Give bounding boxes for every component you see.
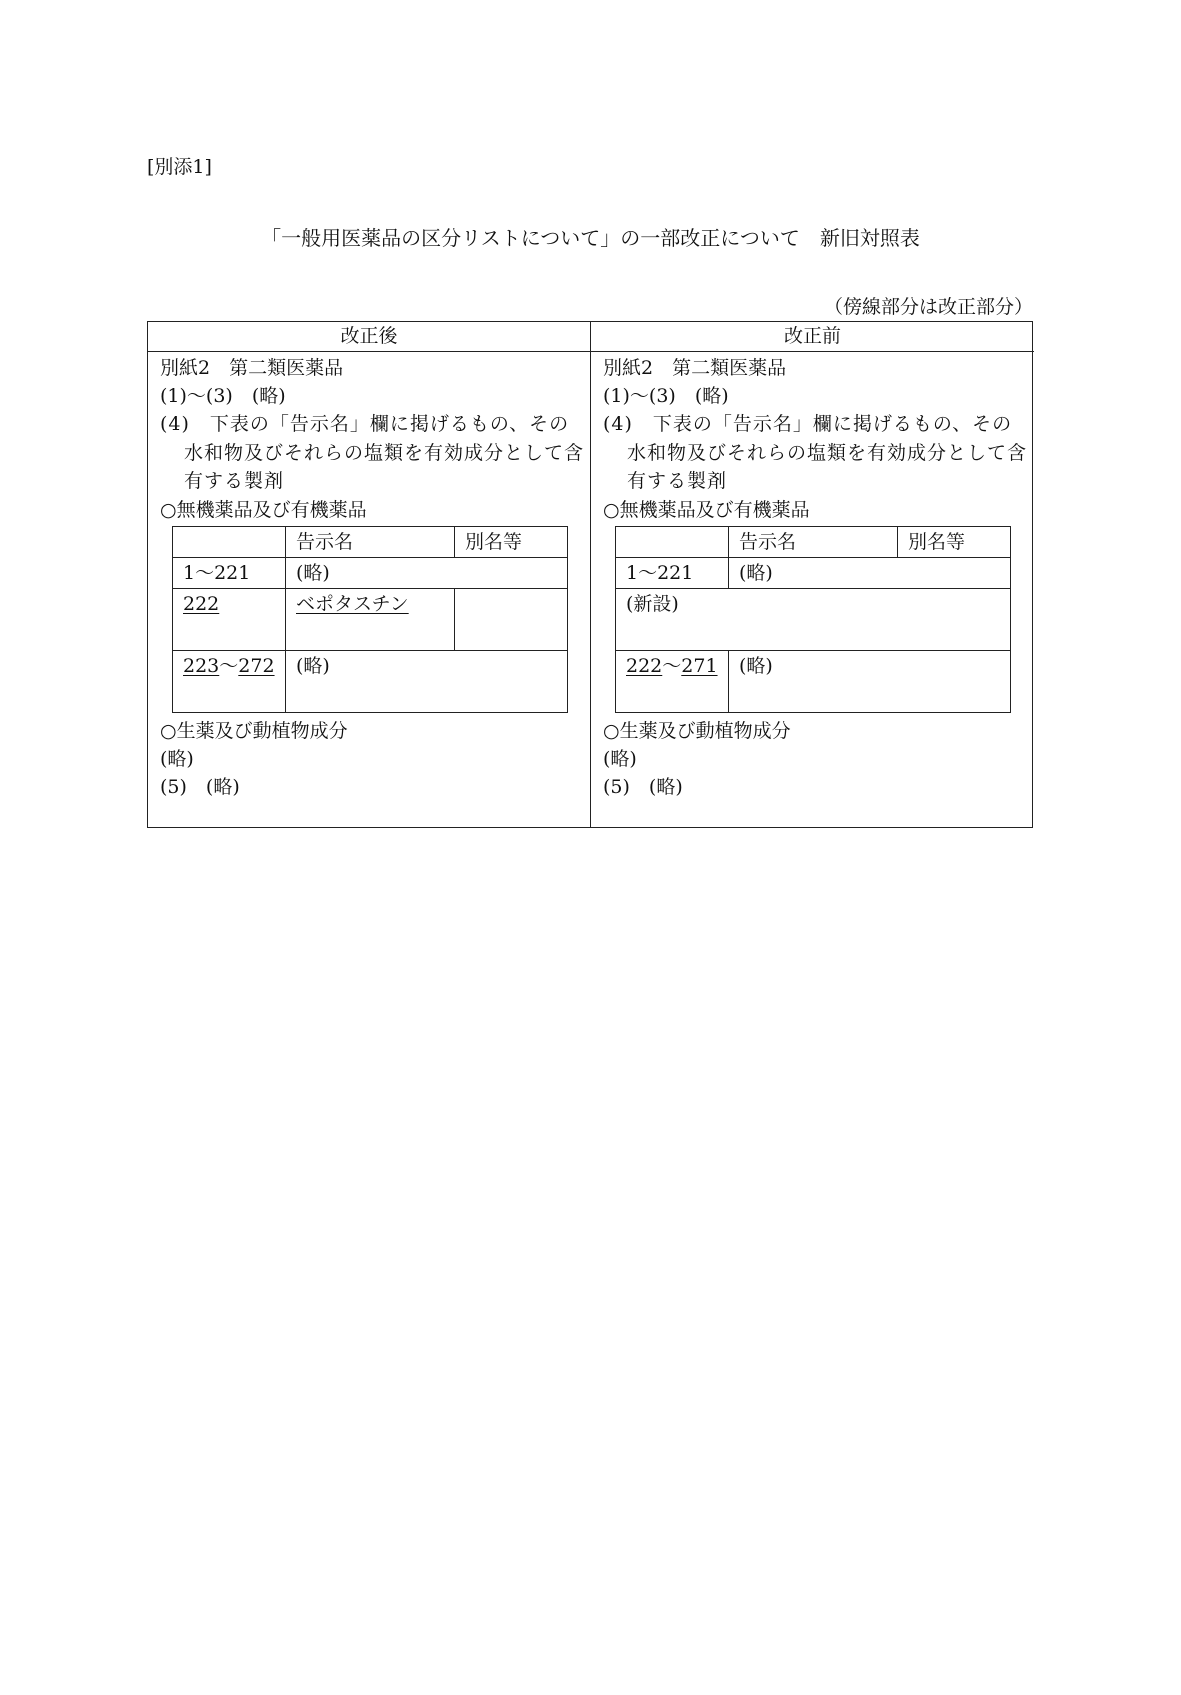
table-row [173,650,568,712]
row-number [173,588,286,650]
column-before [591,322,1034,827]
section-inorganic-organic: ○無機薬品及び有機薬品 [160,498,367,521]
table-row [616,588,1011,650]
row-number: 1〜221 [173,557,286,588]
header-cell-notice-name: 告示名 [286,526,455,557]
header-cell-number [616,526,729,557]
range-separator: 〜 [219,654,239,677]
omitted-text: (略) [603,747,637,770]
column-before-header: 改正前 [591,322,1034,352]
table-row [616,650,1011,712]
header-cell-alias: 別名等 [898,526,1011,557]
row-alias [455,588,568,650]
row-text: (略) [729,557,1011,588]
header-cell-notice-name: 告示名 [729,526,898,557]
underlined-number: 222 [626,654,663,677]
item-1-3-line: (1)〜(3) (略) [603,385,729,407]
underlined-number: 223 [183,654,220,677]
item-5-line: (5) (略) [603,775,683,798]
item-4-paragraph: (4) 下表の「告示名」欄に掲げるもの、その水和物及びそれらの塩類を有効成分として含有する製剤 [160,413,585,492]
appendix-line: 別紙2 第二類医薬品 [603,357,787,379]
item-5-line: (5) (略) [160,775,240,798]
row-notice-name [286,588,455,650]
underlined-name: ベポタスチン [296,592,409,615]
item-1-3-line: (1)〜(3) (略) [160,385,286,407]
row-text: (略) [729,650,1011,712]
column-after [148,322,591,827]
underlined-number: 272 [238,654,275,677]
omitted-text: (略) [160,747,194,770]
row-number-range [173,650,286,712]
table-row [173,588,568,650]
drug-table-before [615,526,1011,713]
row-number-range [616,650,729,712]
comparison-table [147,321,1033,828]
section-crude-drugs: ○生薬及び動植物成分 [603,719,791,742]
header-cell-number [173,526,286,557]
item-4-paragraph: (4) 下表の「告示名」欄に掲げるもの、その水和物及びそれらの塩類を有効成分として含有する製剤 [603,413,1028,492]
section-crude-drugs: ○生薬及び動植物成分 [160,719,348,742]
underline-note: （傍線部分は改正部分） [823,296,1033,318]
header-cell-alias: 別名等 [455,526,568,557]
underlined-number: 222 [183,592,220,615]
column-before-body [591,352,1034,801]
drug-table-after [172,526,568,713]
range-separator: 〜 [662,654,682,677]
row-text: (略) [286,557,568,588]
section-inorganic-organic: ○無機薬品及び有機薬品 [603,498,810,521]
table-header-row [616,526,1011,557]
row-number: 1〜221 [616,557,729,588]
column-after-body [148,352,590,801]
document-title: 「一般用医薬品の区分リストについて」の一部改正について 新旧対照表 [261,226,920,250]
annex-label: [別添1] [147,156,212,178]
column-after-header: 改正後 [148,322,590,352]
table-row [616,557,1011,588]
table-row [173,557,568,588]
underlined-number: 271 [681,654,718,677]
row-new-entry: (新設) [616,588,1011,650]
table-header-row [173,526,568,557]
row-text: (略) [286,650,568,712]
appendix-line: 別紙2 第二類医薬品 [160,357,344,379]
